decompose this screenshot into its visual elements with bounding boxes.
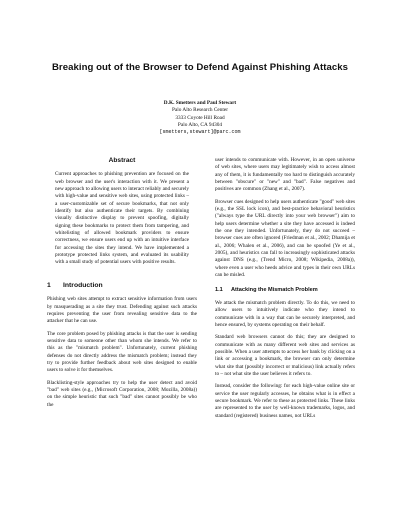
author-email: [smetters,stewart]@parc.com [159, 129, 241, 136]
subsection-paragraph: Standard web browsers cannot do this; they are designed to communicate with as many different web sites and services as possible. When a user attempts to access her bank by clicking on a link or accessing a bookmark, the browser can only determine what site that (possibly incorrect or malicious) link actually refers to – not what site the user believes it refers to. [215, 334, 355, 377]
subsection-heading [215, 287, 355, 294]
subsection-paragraph: We attack the mismatch problem directly. To do this, we need to allow users to intuitively indicate who they intend to communicate with in a way that can be securely interpreted, and hence ensured, by systems operating on their behalf. [215, 299, 355, 328]
intro-paragraph: Blacklisting-style approaches try to help the user detect and avoid "bad" web sites (e.g., (Microsoft Corporation, 2008; Mozilla, 2008a)) on the simple heuristic that such "bad" sites cannot possibly be who the [47, 379, 197, 408]
intro-paragraph: The core problem posed by phishing attacks is that the user is sending sensitive data to someone other than whom she intends. We refer to this as the "mismatch problem". Unfortunately, current phishing defenses do not directly address the mismatch problem; instead they try to provide further feedback about web sites designed to enable users to solve it for themselves. [47, 330, 197, 374]
affiliation-line-1: Palo Alto Research Center [171, 107, 229, 114]
subsection-title: Attacking the Mismatch Problem [231, 286, 318, 293]
paper-title: Breaking out of the Browser to Defend Against Phishing Attacks [51, 62, 349, 73]
affiliation-line-3: Palo Alto, CA 94304 [177, 121, 223, 128]
section-title: Introduction [63, 281, 103, 289]
body-paragraph: Browser cues designed to help users authenticate "good" web sites (e.g., the SSL lock icon), and best-practice behavioral heuristics ("always type the URL directly into your web browser") aim to help users determine whether a site they have accessed is indeed the one they intended. Unfortunately, they do not succeed – browser cues are often ignored (Friedman et al., 2002; Dhamija et al., 2006; Whalen et al., 2006), and can be spoofed (Ye et al., 2005), and heuristics can fall to increasingly sophisticated attacks against DNS (e.g., (Trend Micro, 2008; Wikipedia, 2008a)), where even a user who heeds advice and types in their own URLs can be misled. [215, 198, 355, 279]
subsection-number: 1.1 [215, 286, 223, 293]
affiliation-line-2: 3333 Coyote Hill Road [175, 114, 225, 121]
intro-paragraph: Phishing web sites attempt to extract sensitive information from users by masquerading as a site they trust. Defending against such attacks requires preventing the user from revealing sensitive data to the attacker that he can use. [47, 296, 197, 325]
body-paragraph: user intends to communicate with. However, in an open universe of web sites, where users may legitimately wish to access almost any of them, it is fundamentally too hard to distinguish accurately between "obscure" or "new" and "bad". False negatives and positives are common (Zhang et al., 2007). [215, 157, 355, 193]
section-number: 1 [47, 281, 51, 289]
subsection-paragraph: Instead, consider the following: for each high-value online site or service the user regularly accesses, he obtains what is in effect a secure bookmark. We refer to these as protected links. These links are represented to the user by well-known trademarks, logos, and standard (registered) business names, not URLs [215, 383, 355, 419]
left-column [47, 157, 197, 414]
section-heading-introduction [47, 282, 197, 289]
right-column [215, 157, 355, 425]
author-names: D.K. Smetters and Paul Stewart [163, 100, 237, 106]
abstract-heading: Abstract [108, 157, 136, 164]
abstract-text: Current approaches to phishing prevention are focused on the web browser and the user's interaction with it. We present a new approach to allowing users to interact reliably and securely with high-value and sensitive web sites, using protected links – a user-customizable set of secure bookmarks, that not only identify but also authenticate their targets. By combining visually distinctive display to prevent spoofing, digitally signing these bookmarks to protect them from tampering, and whitelisting of allowed bookmark providers to ensure correctness, we ensure users end up with an intuitive interface for accessing the sites they intend. We have implemented a prototype protected links system, and evaluated its usability with a small study of potential users with positive results. [55, 171, 189, 266]
author-block [0, 100, 400, 136]
